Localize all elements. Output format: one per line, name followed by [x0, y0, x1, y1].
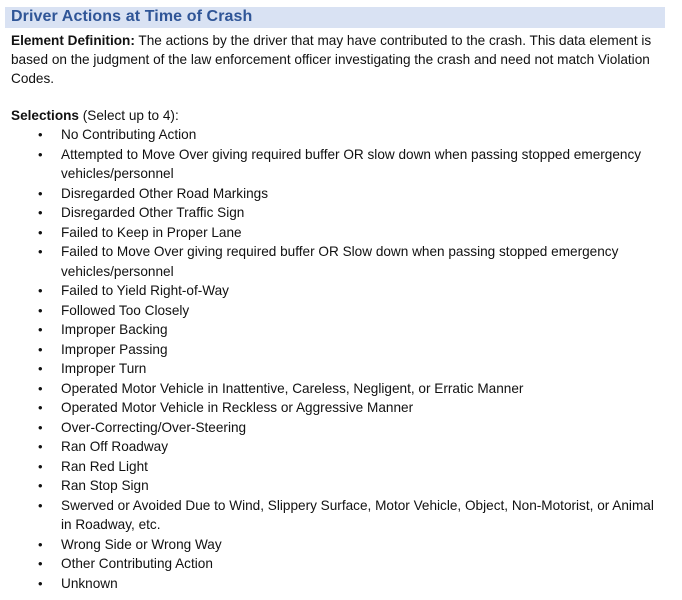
list-item: [0, 398, 682, 418]
section-heading: Driver Actions at Time of Crash: [11, 8, 253, 25]
option-text: Failed to Move Over giving required buffer OR Slow down when passing stopped emergency vehicles/personnel: [61, 244, 619, 279]
bullet-icon: •: [38, 283, 43, 298]
bullet-icon: •: [38, 361, 43, 376]
bullet-icon: •: [38, 419, 43, 435]
option-text: Wrong Side or Wrong Way: [61, 536, 222, 552]
option-text: Improper Passing: [61, 341, 168, 357]
option-text: Improper Backing: [61, 322, 168, 337]
option-text: Disregarded Other Traffic Sign: [61, 205, 245, 220]
option-text: Over-Correcting/Over-Steering: [61, 419, 247, 435]
bullet-icon: •: [38, 185, 43, 201]
bullet-icon: •: [38, 224, 43, 240]
list-item: [0, 145, 682, 184]
bullet-icon: •: [38, 575, 43, 591]
option-text: Improper Turn: [61, 361, 147, 376]
bullet-icon: •: [38, 244, 43, 259]
bullet-icon: •: [38, 439, 43, 454]
option-text: Ran Stop Sign: [61, 478, 149, 493]
list-item: [0, 281, 682, 301]
option-text: Followed Too Closely: [61, 302, 190, 318]
bullet-icon: •: [38, 302, 43, 318]
list-item: [0, 340, 682, 360]
option-text: Unknown: [61, 575, 118, 591]
list-item: [0, 242, 682, 281]
option-text: Operated Motor Vehicle in Inattentive, Careless, Negligent, or Erratic Manner: [61, 380, 524, 396]
list-item: [0, 223, 682, 243]
option-text: Disregarded Other Road Markings: [61, 185, 269, 201]
list-item: [0, 554, 682, 574]
option-text: Ran Off Roadway: [61, 439, 169, 454]
list-item: [0, 476, 682, 496]
list-item: [0, 359, 682, 379]
list-item: [0, 457, 682, 477]
list-item: [0, 301, 682, 321]
list-item: [0, 320, 682, 340]
definition-label: Element Definition:: [11, 33, 135, 48]
selections-note: (Select up to 4):: [79, 108, 179, 123]
selection-options-list: [0, 125, 682, 593]
option-text: Operated Motor Vehicle in Reckless or Aggressive Manner: [61, 400, 414, 415]
selections-heading: [11, 106, 179, 125]
section-heading-band: [5, 7, 665, 28]
list-item: [0, 418, 682, 438]
option-text: No Contributing Action: [61, 127, 197, 142]
option-text: Swerved or Avoided Due to Wind, Slippery Surface, Motor Vehicle, Object, Non-Motorist, or Animal in Roadway, etc.: [61, 497, 654, 532]
option-text: Failed to Yield Right-of-Way: [61, 283, 229, 298]
option-text: Attempted to Move Over giving required buffer OR slow down when passing stopped emergency vehicles/personnel: [61, 146, 642, 181]
list-item: [0, 184, 682, 204]
list-item: [0, 379, 682, 399]
bullet-icon: •: [38, 458, 43, 474]
bullet-icon: •: [38, 322, 43, 337]
list-item: [0, 437, 682, 457]
list-item: [0, 125, 682, 145]
bullet-icon: •: [38, 497, 43, 513]
definition-text: The actions by the driver that may have contributed to the crash. This data element is based on the judgment of the law enforcement officer investigating the crash and need not match Violation Codes.: [11, 33, 652, 86]
bullet-icon: •: [38, 205, 43, 220]
bullet-icon: •: [38, 478, 43, 493]
option-text: Failed to Keep in Proper Lane: [61, 224, 242, 240]
bullet-icon: •: [38, 556, 43, 571]
bullet-icon: •: [38, 341, 43, 357]
selections-label: Selections: [11, 108, 79, 123]
list-item: [0, 203, 682, 223]
bullet-icon: •: [38, 400, 43, 415]
option-text: Ran Red Light: [61, 458, 148, 474]
element-definition: [11, 31, 673, 88]
list-item: [0, 535, 682, 555]
bullet-icon: •: [38, 380, 43, 396]
bullet-icon: •: [38, 536, 43, 552]
option-text: Other Contributing Action: [61, 556, 213, 571]
list-item: [0, 574, 682, 594]
list-item: [0, 496, 682, 535]
bullet-icon: •: [38, 146, 43, 162]
bullet-icon: •: [38, 127, 43, 142]
